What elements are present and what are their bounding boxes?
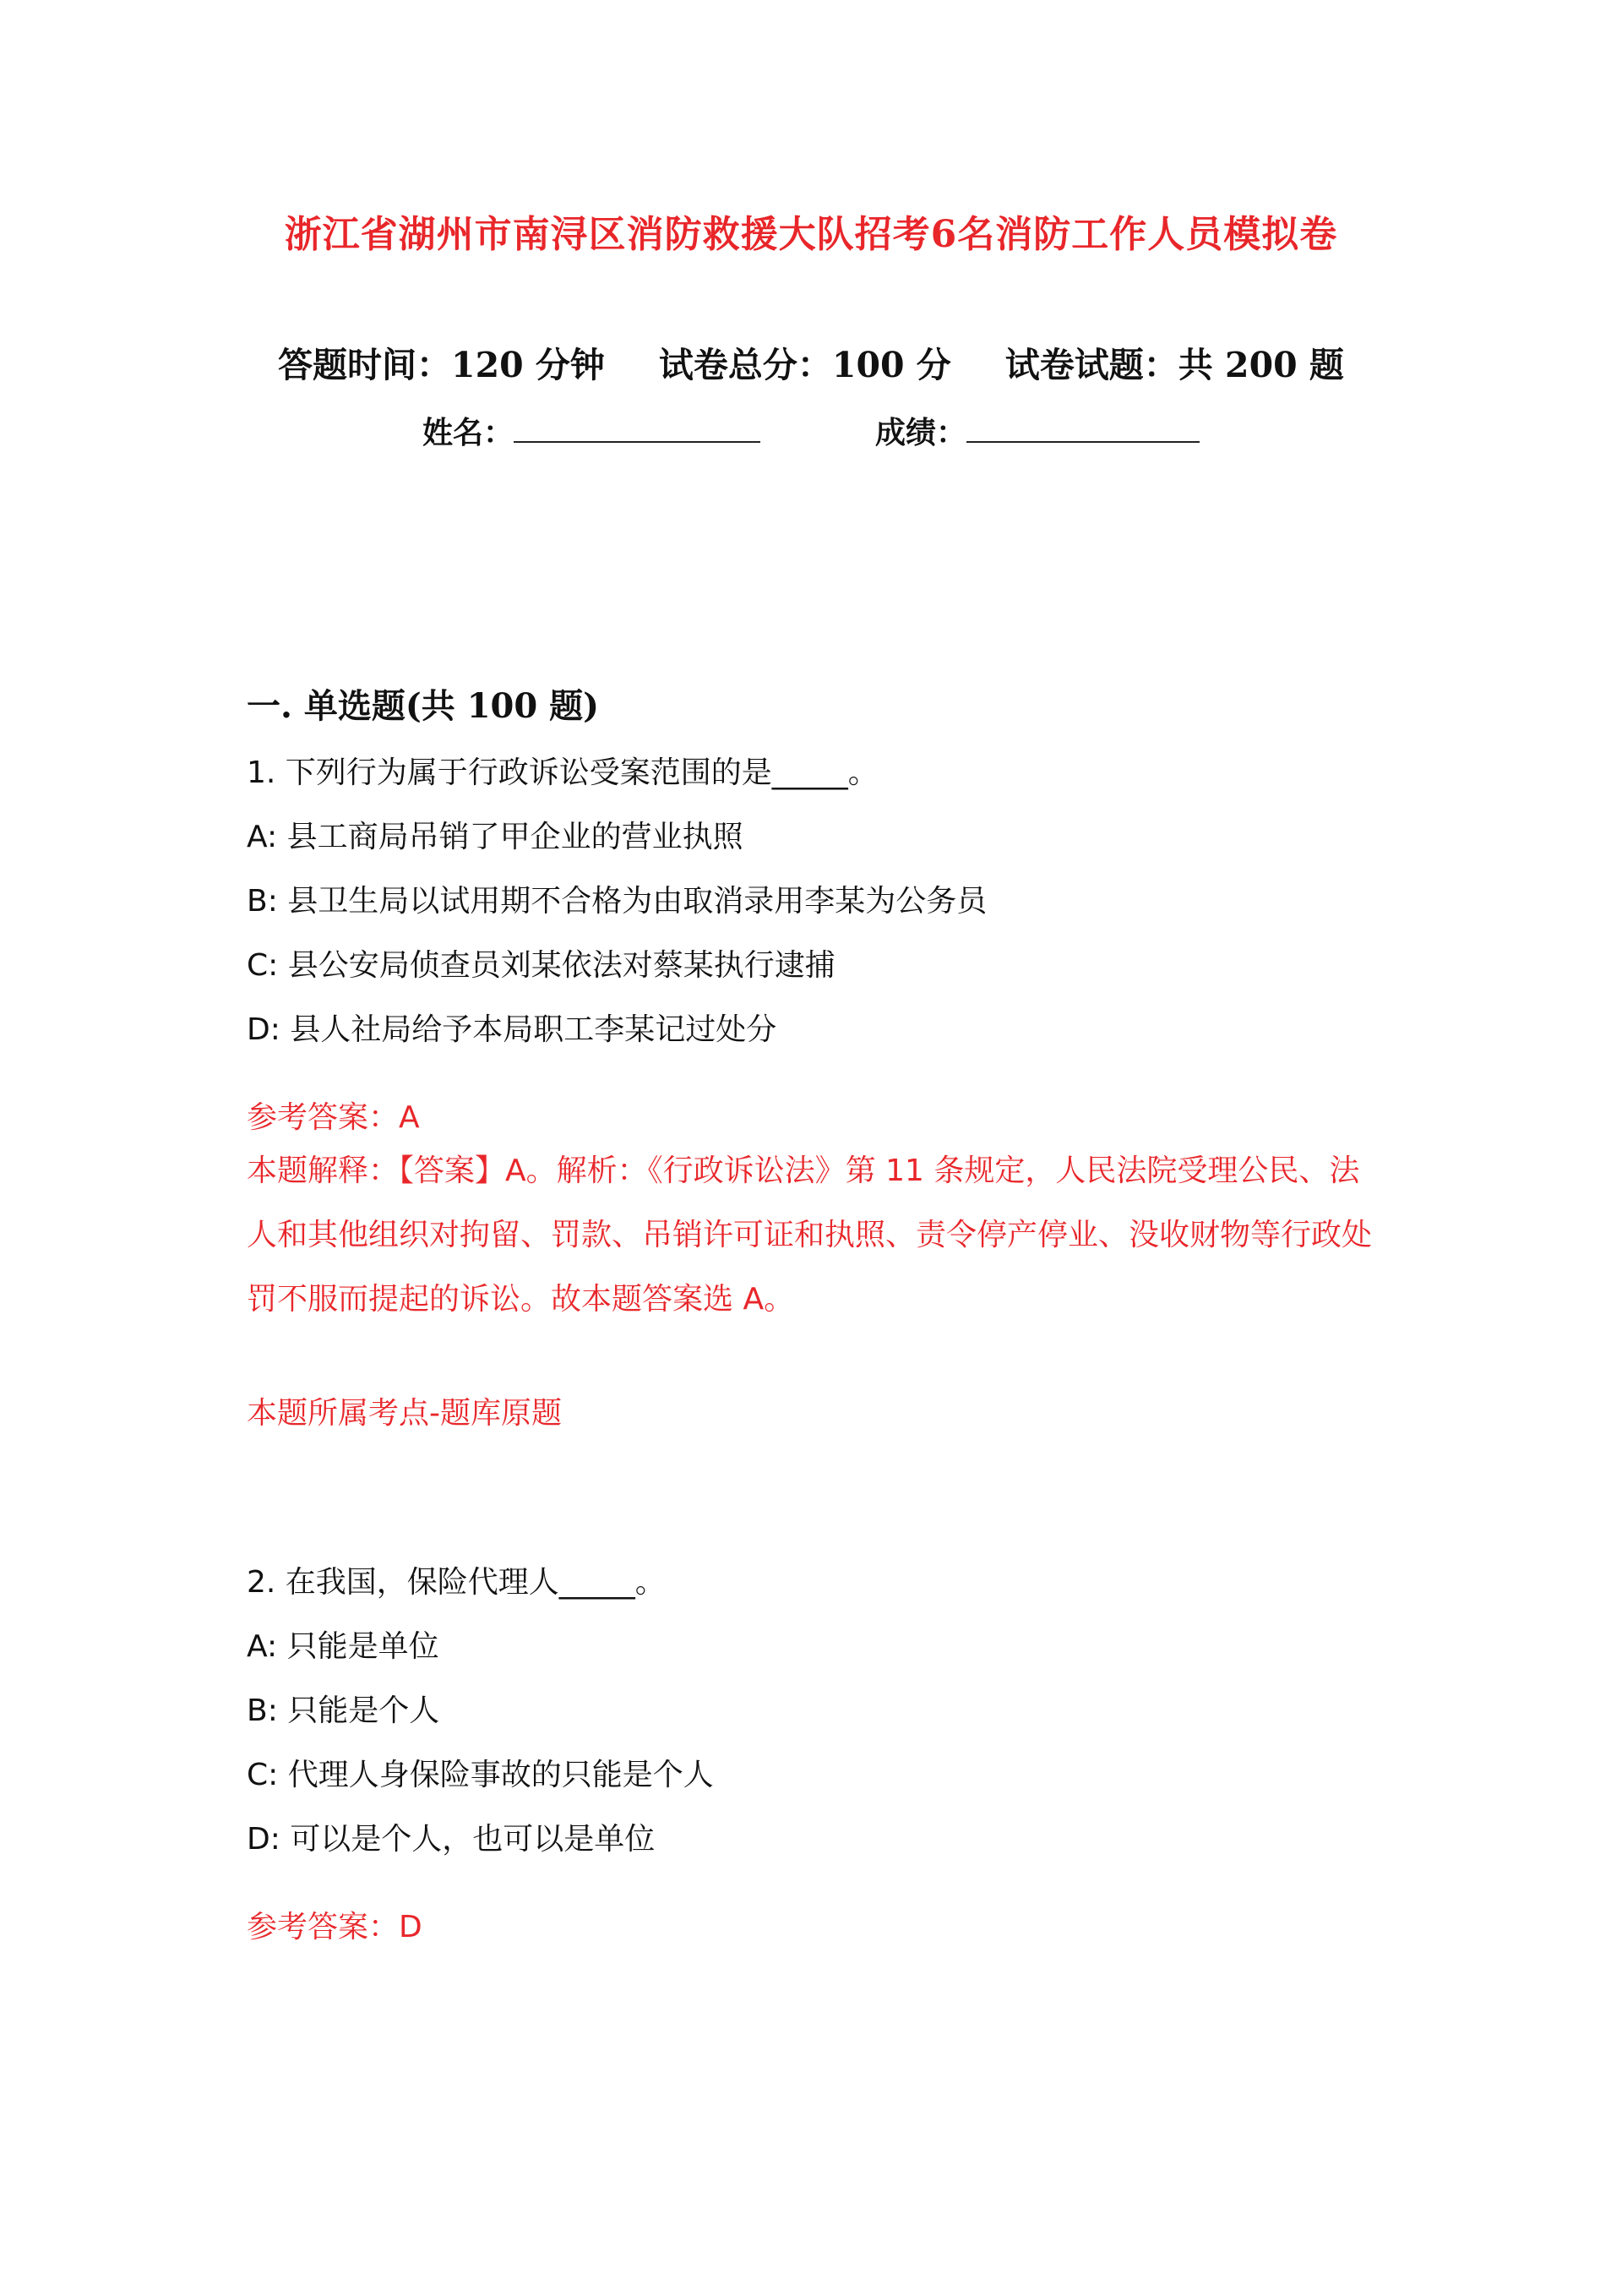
question-stem: 1. 下列行为属于行政诉讼受案范围的是_____。 xyxy=(247,755,879,790)
question-stem: 2. 在我国，保险代理人_____。 xyxy=(247,1565,666,1600)
option-d: D: 可以是个人，也可以是单位 xyxy=(247,1822,656,1857)
name-score-row xyxy=(0,411,1622,453)
option-a: A: 县工商局吊销了甲企业的营业执照 xyxy=(247,820,743,854)
option-b: B: 只能是个人 xyxy=(247,1693,440,1728)
reference-answer: 参考答案：A xyxy=(247,1100,420,1135)
exam-content xyxy=(247,683,1412,1949)
question-2 xyxy=(247,1562,1412,1949)
option-c: C: 代理人身保险事故的只能是个人 xyxy=(247,1758,714,1792)
exam-title: 浙江省湖州市南浔区消防救援大队招考6名消防工作人员模拟卷 xyxy=(284,213,1338,256)
question-1 xyxy=(247,752,1412,1435)
option-a: A: 只能是单位 xyxy=(247,1629,439,1664)
name-field[interactable] xyxy=(514,411,760,443)
score-label: 成绩： xyxy=(875,415,967,450)
option-d: D: 县人社局给予本局职工李某记过处分 xyxy=(247,1012,777,1047)
exam-meta xyxy=(0,341,1622,389)
name-label: 姓名： xyxy=(422,415,514,450)
exam-question-count: 试卷试题：共 200 题 xyxy=(1004,345,1344,385)
section-heading: 一. 单选题(共 100 题) xyxy=(247,686,600,726)
answer-explanation: 本题解释：【答案】A。解析：《行政诉讼法》第 11 条规定，人民法院受理公民、法人和其他组织对拘留、罚款、吊销许可证和执照、责令停产停业、没收财物等行政处罚不服而提起的诉讼。故本题答案选 A。 xyxy=(247,1153,1373,1317)
option-c: C: 县公安局侦查员刘某依法对蔡某执行逮捕 xyxy=(247,948,835,983)
exam-time: 答题时间：120 分钟 xyxy=(278,345,605,385)
question-topic: 本题所属考点-题库原题 xyxy=(247,1396,562,1431)
exam-total-score: 试卷总分：100 分 xyxy=(658,345,951,385)
score-field[interactable] xyxy=(966,411,1200,443)
reference-answer: 参考答案：D xyxy=(247,1910,422,1944)
option-b: B: 县卫生局以试用期不合格为由取消录用李某为公务员 xyxy=(247,884,988,919)
